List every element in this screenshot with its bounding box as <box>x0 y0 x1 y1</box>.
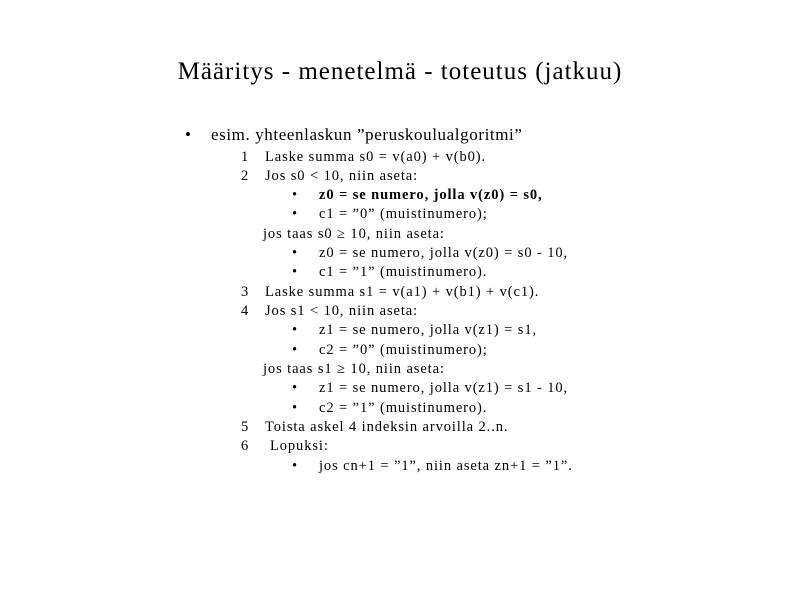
step-number: 5 <box>241 419 250 435</box>
bullet-icon: • <box>292 206 298 222</box>
step-number: 1 <box>241 149 250 165</box>
sub-bullet-text: c2 = ”1” (muistinumero). <box>319 400 488 416</box>
step-number: 6 <box>241 438 250 454</box>
sub-bullet-text: jos cn+1 = ”1”, niin aseta zn+1 = ”1”. <box>319 458 573 474</box>
sub-bullet-text: z0 = se numero, jolla v(z0) = s0 - 10, <box>319 245 569 261</box>
step-text: Laske summa s0 = v(a0) + v(b0). <box>265 149 487 165</box>
main-bullet-text: esim. yhteenlaskun ”peruskoulualgoritmi” <box>211 125 523 144</box>
bullet-icon: • <box>292 342 298 358</box>
step-number: 4 <box>241 303 250 319</box>
step-text: Lopuksi: <box>270 438 329 454</box>
step-number: 3 <box>241 284 250 300</box>
step-text: Laske summa s1 = v(a1) + v(b1) + v(c1). <box>265 284 540 300</box>
sub-bullet-text: c2 = ”0” (muistinumero); <box>319 342 488 358</box>
step-number: 2 <box>241 168 250 184</box>
bullet-icon: • <box>292 187 298 203</box>
sub-bullet-text: z1 = se numero, jolla v(z1) = s1, <box>319 322 537 338</box>
step-text: Jos s1 < 10, niin aseta: <box>265 303 419 319</box>
step-text: Jos s0 < 10, niin aseta: <box>265 168 419 184</box>
step-text: Toista askel 4 indeksin arvoilla 2..n. <box>265 419 509 435</box>
slide-title: Määritys - menetelmä - toteutus (jatkuu) <box>177 58 623 85</box>
bullet-icon: • <box>292 245 298 261</box>
sub-bullet-text: c1 = ”0” (muistinumero); <box>319 206 488 222</box>
else-text: jos taas s0 ≥ 10, niin aseta: <box>263 226 445 242</box>
bullet-icon: • <box>292 400 298 416</box>
else-text: jos taas s1 ≥ 10, niin aseta: <box>263 361 445 377</box>
bullet-icon: • <box>292 380 298 396</box>
sub-bullet-text: c1 = ”1” (muistinumero). <box>319 264 488 280</box>
sub-bullet-text: z1 = se numero, jolla v(z1) = s1 - 10, <box>319 380 569 396</box>
bullet-icon: • <box>292 458 298 474</box>
bullet-icon: • <box>292 322 298 338</box>
sub-bullet-text: z0 = se numero, jolla v(z0) = s0, <box>319 187 543 203</box>
bullet-icon: • <box>185 125 192 144</box>
bullet-icon: • <box>292 264 298 280</box>
